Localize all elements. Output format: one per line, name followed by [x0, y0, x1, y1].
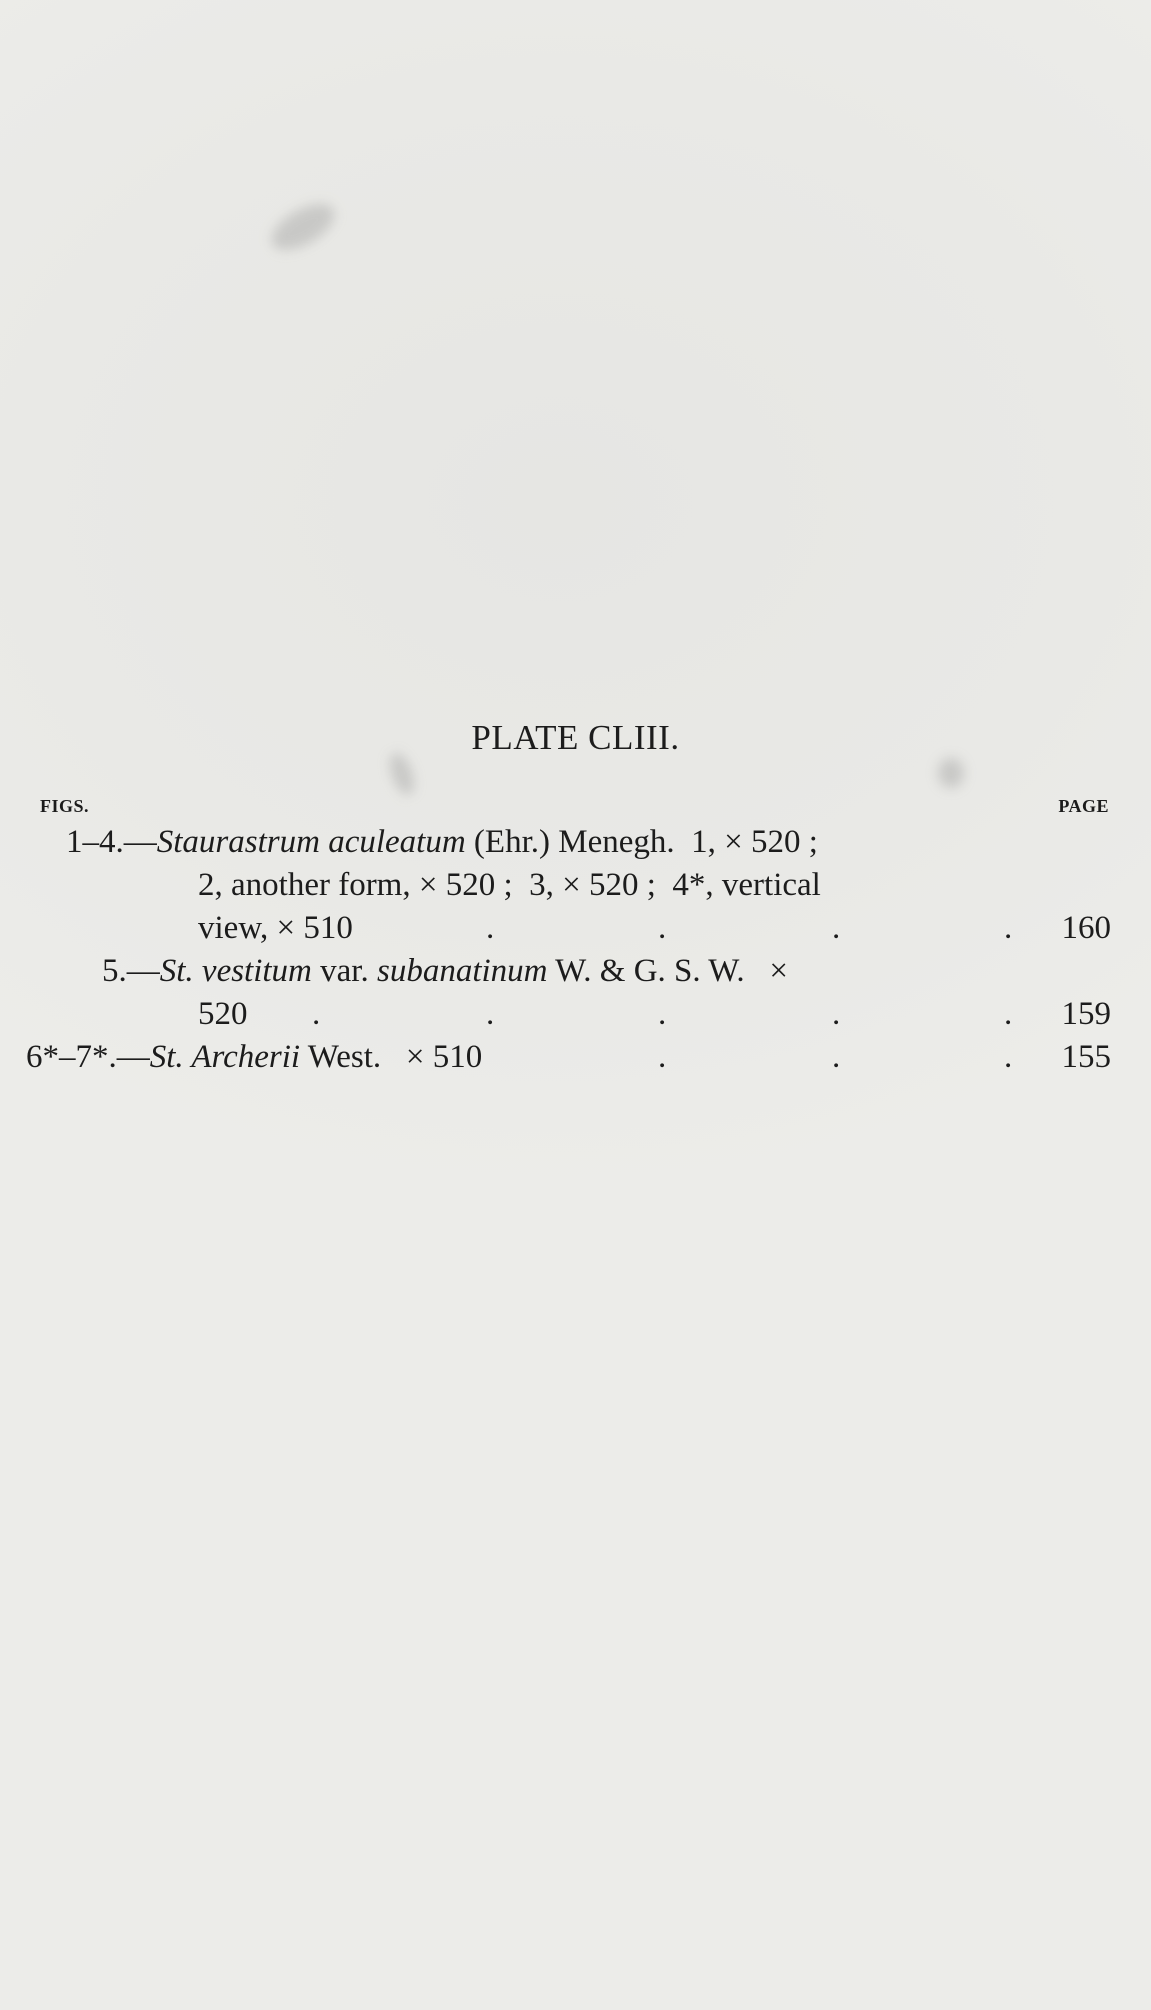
leader-dot: .: [658, 996, 667, 1032]
page-column-header: PAGE: [1058, 796, 1109, 816]
leader-dot: .: [832, 910, 841, 946]
page-smudge: [264, 195, 342, 259]
entry-3-page: 155: [1061, 1039, 1111, 1075]
entry-2-author: W. & G. S. W. ×: [547, 953, 789, 989]
entry-2-fig: 5.: [102, 953, 127, 989]
entry-1-line-3: [198, 907, 353, 949]
leader-dot: .: [658, 1039, 667, 1075]
leader-dot: .: [486, 996, 495, 1032]
entry-3-species: St. Archerii: [149, 1039, 301, 1075]
leader-dot: .: [658, 910, 667, 946]
entry-1-view: view, × 510: [198, 910, 353, 946]
leader-dot: .: [832, 996, 841, 1032]
leader-dot: .: [486, 910, 495, 946]
leader-dot: .: [1004, 1039, 1013, 1075]
entry-1-detail: 2, another form, × 520 ; 3, × 520 ; 4*, vertical: [198, 867, 821, 903]
entry-2-dash: —: [126, 953, 160, 989]
leader-dot: .: [1004, 996, 1013, 1032]
entry-1-line-2: [198, 864, 821, 906]
entry-2-var-label: var.: [311, 953, 377, 989]
leader-dot: .: [1004, 910, 1013, 946]
entry-3-line-1: [26, 1036, 482, 1078]
leader-dot: .: [832, 1039, 841, 1075]
entry-2-magnification: 520: [198, 996, 248, 1032]
entry-1-magnification: 1, × 520 ;: [674, 824, 818, 860]
entry-3-author: West. × 510: [300, 1039, 483, 1075]
entry-2-line-1: [102, 950, 788, 992]
entry-1-fig: 1–4.: [66, 824, 124, 860]
entry-2-species: St. vestitum: [159, 953, 312, 989]
entry-1-species: Staurastrum aculeatum: [156, 824, 466, 860]
entry-1-line-1: [66, 821, 818, 863]
entry-2-page: 159: [1061, 996, 1111, 1032]
entry-2-line-2: [198, 993, 248, 1035]
figs-column-header: FIGS.: [40, 796, 90, 816]
entry-1-author: (Ehr.) Menegh.: [465, 824, 675, 860]
entry-3-fig: 6*–7*.: [26, 1039, 117, 1075]
entry-2-variety: subanatinum: [376, 953, 548, 989]
entry-3-dash: —: [116, 1039, 150, 1075]
page-smudge: [938, 758, 964, 788]
plate-title: PLATE CLIII.: [471, 718, 680, 757]
entry-1-dash: —: [123, 824, 157, 860]
leader-dot: .: [312, 996, 321, 1032]
entry-1-page: 160: [1061, 910, 1111, 946]
